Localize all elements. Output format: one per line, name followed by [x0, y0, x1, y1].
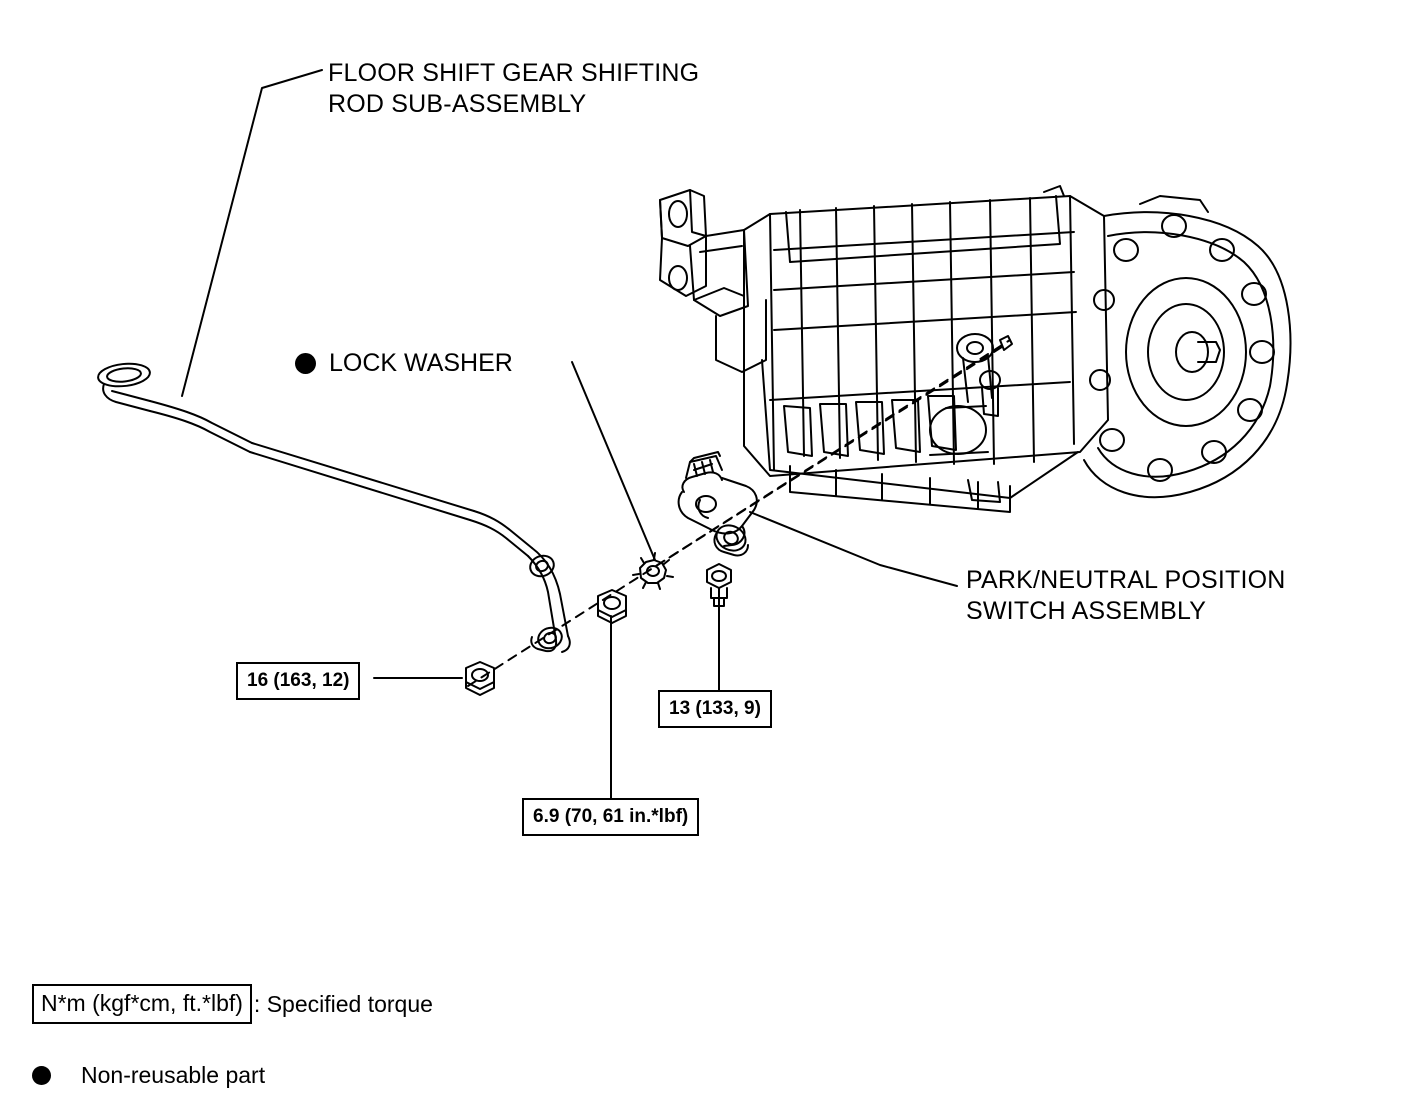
callout-lock-washer	[295, 349, 513, 378]
leader-park-neutral	[750, 512, 957, 586]
callout-floor-shift-rod	[328, 58, 699, 120]
automatic-transmission-assembly	[660, 186, 1290, 512]
callout-park-neutral-line1: PARK/NEUTRAL POSITION	[966, 566, 1286, 594]
legend-torque-box: N*m (kgf*cm, ft.*lbf)	[32, 984, 252, 1024]
park-neutral-position-switch-assembly	[679, 452, 757, 555]
leader-floor-shift-rod	[182, 70, 322, 396]
legend-non-reusable	[32, 1062, 265, 1089]
callout-floor-shift-rod-line1: FLOOR SHIFT GEAR SHIFTING	[328, 59, 700, 87]
callout-floor-shift-rod-line2: ROD SUB-ASSEMBLY	[328, 90, 587, 118]
lock-washer-label: LOCK WASHER	[329, 349, 513, 377]
callout-park-neutral-switch	[966, 565, 1286, 627]
floor-shift-gear-shifting-rod	[97, 361, 570, 652]
callout-park-neutral-line2: SWITCH ASSEMBLY	[966, 597, 1207, 625]
non-reusable-dot-icon	[295, 353, 316, 374]
torque-spec-13: 13 (133, 9)	[658, 690, 772, 728]
leader-lock-washer	[572, 362, 655, 560]
nut-lower-left	[466, 662, 494, 695]
legend-specified-torque	[32, 984, 433, 1024]
lock-washer-part	[633, 553, 673, 589]
legend-torque-suffix: : Specified torque	[253, 990, 433, 1017]
torque-spec-16: 16 (163, 12)	[236, 662, 360, 700]
torque-spec-6-9: 6.9 (70, 61 in.*lbf)	[522, 798, 699, 836]
legend-non-reusable-text: Non-reusable part	[81, 1062, 266, 1088]
non-reusable-dot-icon	[32, 1066, 51, 1085]
